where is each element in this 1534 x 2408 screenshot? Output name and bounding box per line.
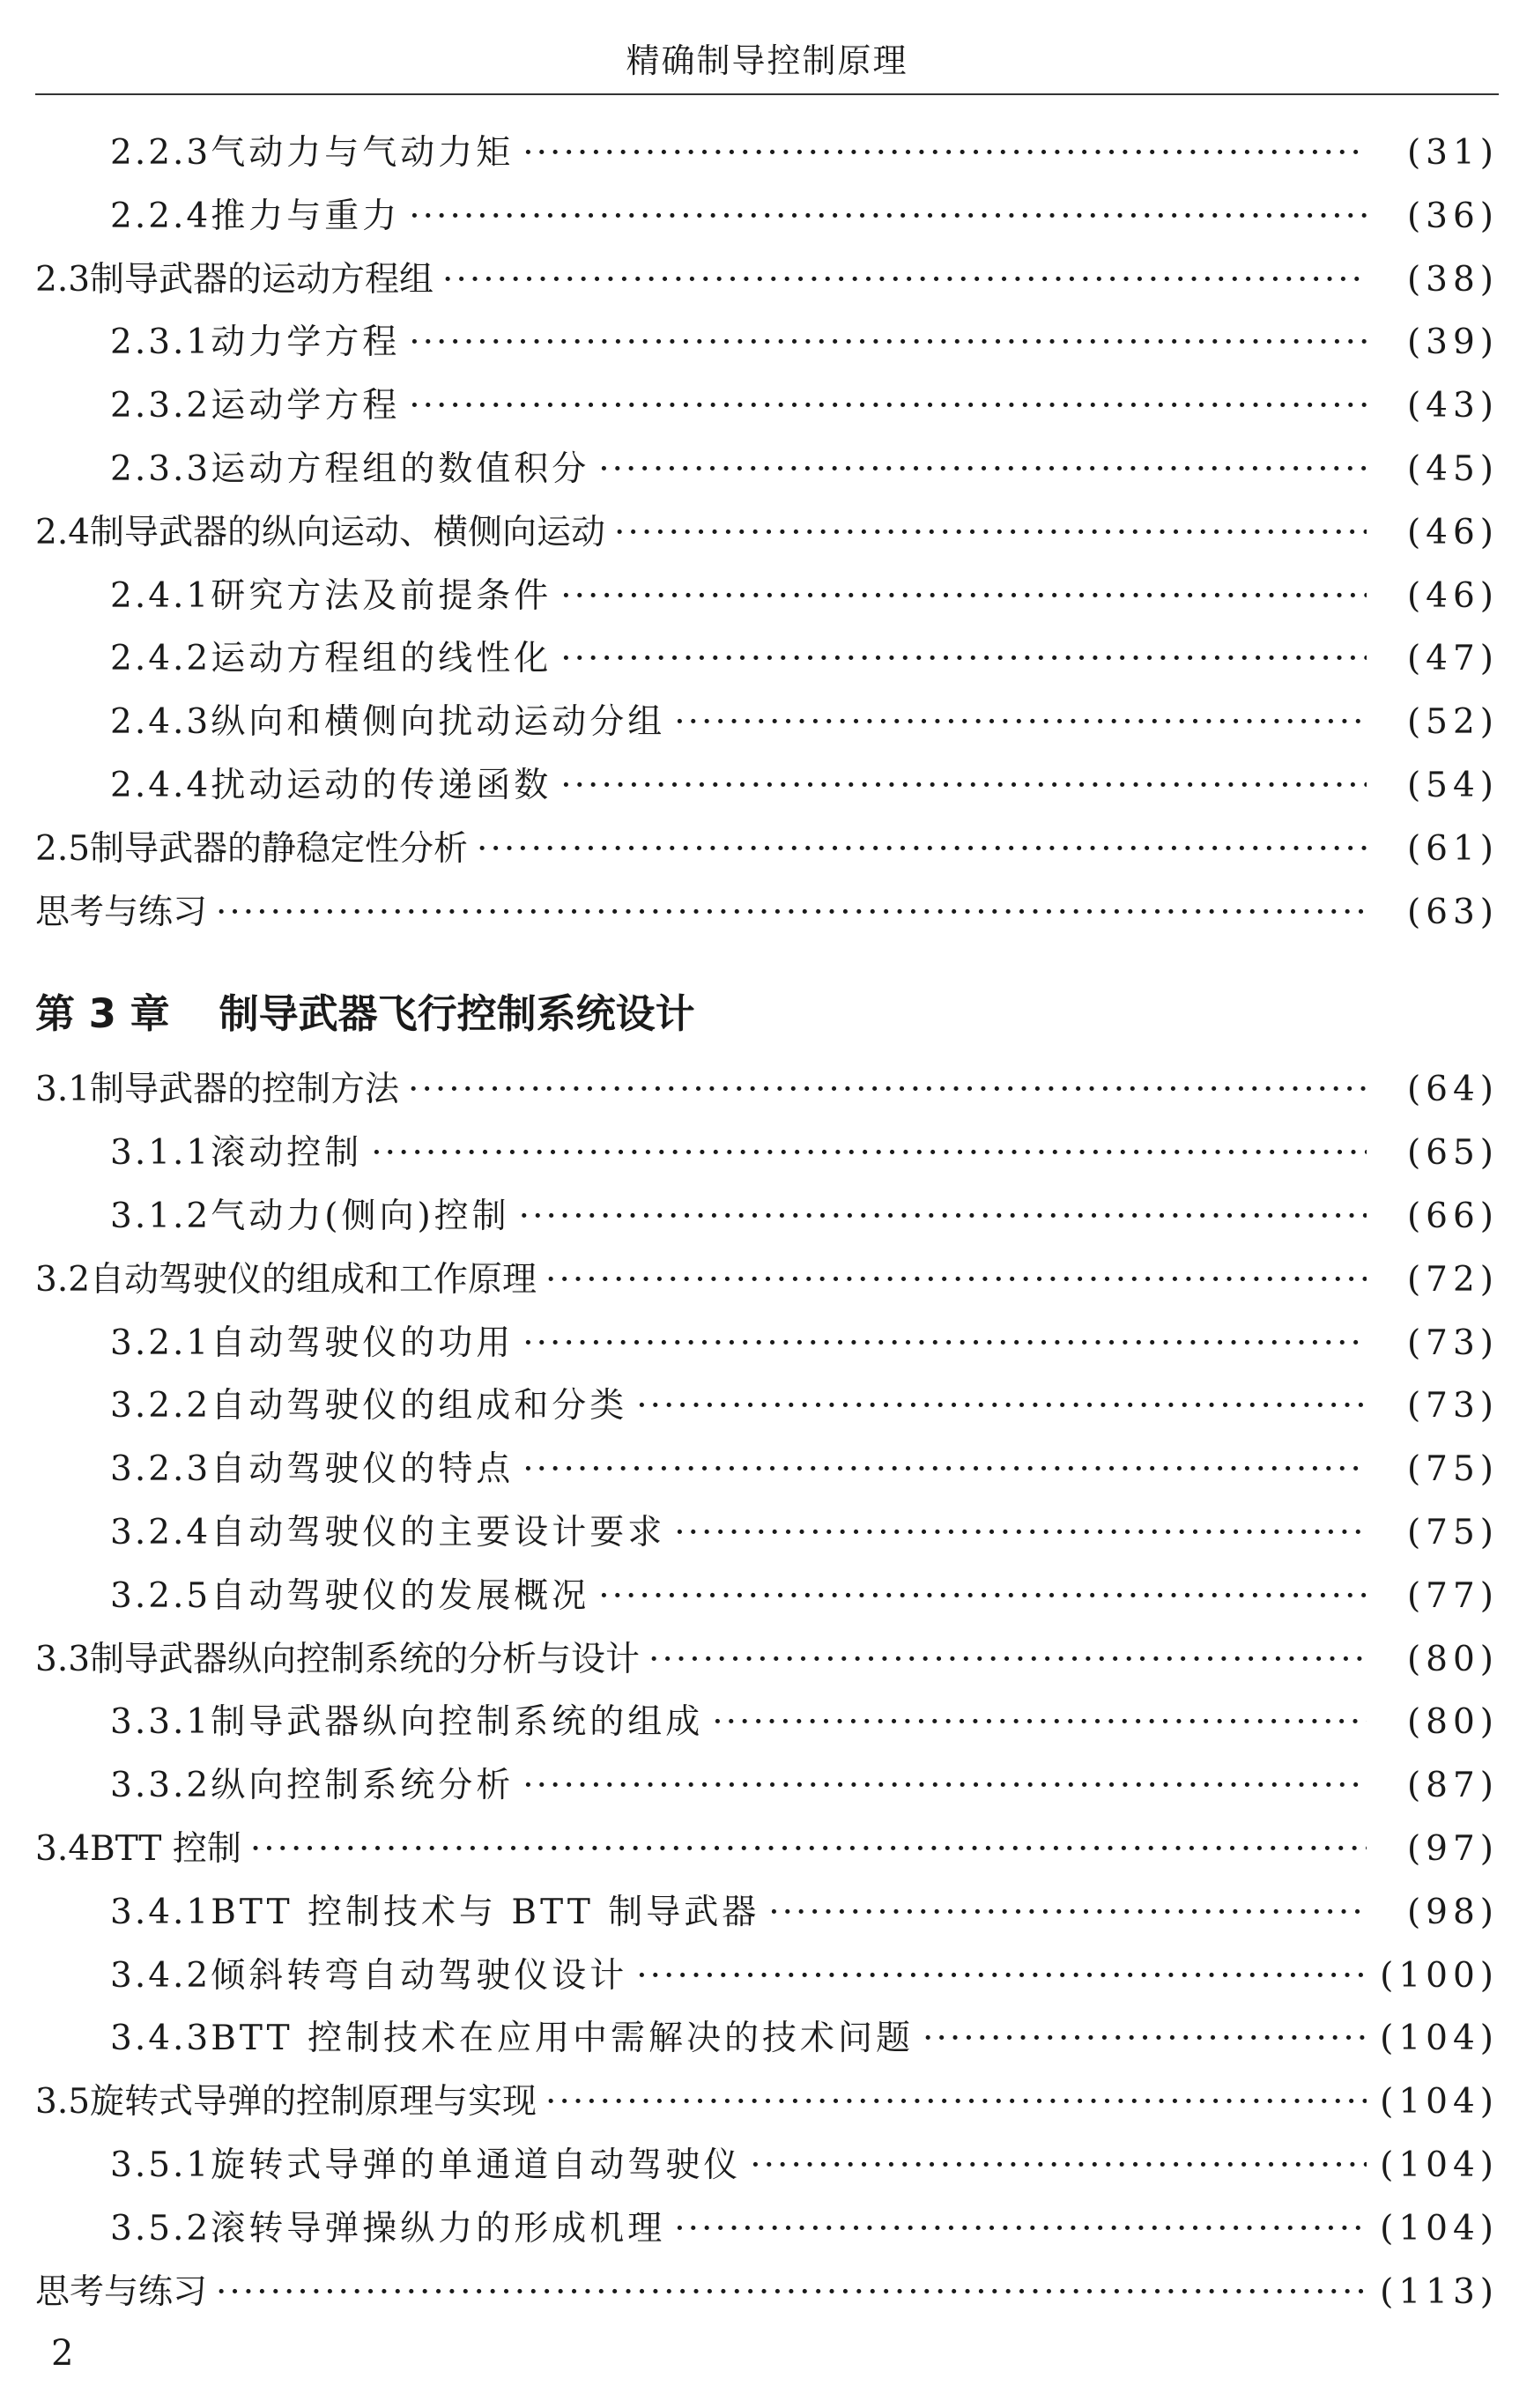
toc-entry-number: 2.3 [35, 259, 91, 300]
toc-entry-page: (31) [1406, 133, 1499, 173]
toc-leader-dots [674, 2197, 1367, 2261]
toc-entry-number: 2.2.3 [110, 133, 211, 173]
toc-entry-page: (66) [1406, 1196, 1499, 1236]
toc-entry[interactable] [35, 501, 1499, 565]
toc-leader-dots [371, 1122, 1367, 1185]
toc-entry-page: (45) [1406, 448, 1499, 489]
toc-entry-page: (98) [1406, 1892, 1499, 1932]
toc-entry-page: (104) [1380, 2019, 1499, 2059]
toc-entry-title: 制导武器纵向控制系统的组成 [211, 1702, 704, 1743]
toc-entry-page: (72) [1406, 1259, 1499, 1300]
toc-entry[interactable] [35, 1248, 1499, 1312]
toc-leader-dots [923, 2007, 1367, 2071]
toc-entry[interactable] [35, 754, 1499, 818]
toc-entry-title: 旋转式导弹的控制原理与实现 [90, 2082, 537, 2123]
toc-entry-title: 倾斜转弯自动驾驶仪设计 [211, 1955, 628, 1996]
toc-leader-dots [636, 1945, 1367, 2008]
toc-entry-title: 自动驾驶仪的主要设计要求 [211, 1512, 666, 1552]
toc-entry[interactable] [35, 2261, 1499, 2324]
toc-entry-title: 研究方法及前提条件 [211, 575, 552, 616]
toc-entry-title: 推力与重力 [211, 196, 401, 236]
toc-entry-title: 自动驾驶仪的特点 [211, 1449, 515, 1490]
table-of-contents [35, 122, 1499, 2323]
toc-entry-page: (77) [1406, 1575, 1499, 1616]
page-number: 2 [51, 2333, 74, 2374]
toc-entry-number: 2.4 [35, 512, 91, 552]
toc-entry-number: 3.5.1 [110, 2145, 211, 2185]
toc-entry-page: (100) [1380, 1955, 1499, 1996]
toc-entry[interactable] [35, 1438, 1499, 1501]
toc-leader-dots [750, 2134, 1367, 2197]
toc-entry-number: 3.2 [35, 1259, 91, 1300]
toc-entry[interactable] [35, 1312, 1499, 1375]
toc-leader-dots [674, 1501, 1367, 1565]
toc-entry-title: 制导武器的运动方程组 [90, 259, 434, 300]
toc-entry-number: 2.4.1 [110, 575, 211, 616]
running-header: 精确制导控制原理 [626, 41, 908, 80]
toc-entry[interactable] [35, 1754, 1499, 1818]
toc-leader-dots [560, 565, 1367, 628]
toc-entry-number: 3.1 [35, 1070, 91, 1110]
toc-leader-dots [712, 1691, 1367, 1754]
toc-entry-title: 运动学方程 [211, 386, 401, 426]
toc-entry[interactable] [35, 627, 1499, 691]
toc-entry-title: 思考与练习 [35, 2271, 208, 2312]
toc-entry-title: 旋转式导弹的单通道自动驾驶仪 [211, 2145, 742, 2185]
toc-entry-number: 3.4.3 [110, 2019, 211, 2059]
header-divider [35, 93, 1499, 95]
toc-entry-title: BTT 控制技术在应用中需解决的技术问题 [211, 2019, 915, 2059]
toc-leader-dots [409, 311, 1367, 374]
toc-leader-dots [648, 1628, 1367, 1692]
toc-entry-page: (39) [1406, 322, 1499, 363]
toc-leader-dots [636, 1374, 1367, 1438]
toc-leader-dots [598, 1565, 1367, 1628]
toc-entry-number: 2.3.3 [110, 448, 211, 489]
toc-entry[interactable] [35, 2071, 1499, 2134]
toc-leader-dots [250, 1818, 1367, 1881]
toc-leader-dots [522, 1438, 1367, 1501]
toc-entry[interactable] [35, 248, 1499, 312]
toc-entry-page: (87) [1406, 1766, 1499, 1806]
toc-entry[interactable] [35, 1818, 1499, 1881]
toc-entry-page: (75) [1406, 1449, 1499, 1490]
toc-entry-title: 气动力(侧向)控制 [211, 1196, 510, 1236]
toc-entry-page: (52) [1406, 702, 1499, 743]
toc-section-chapter-3 [35, 1058, 1499, 2323]
toc-entry[interactable] [35, 1122, 1499, 1185]
toc-entry-number: 3.4 [35, 1828, 91, 1869]
toc-entry[interactable] [35, 2134, 1499, 2197]
toc-leader-dots [522, 1312, 1367, 1375]
toc-entry-title: 气动力与气动力矩 [211, 133, 515, 173]
toc-leader-dots [614, 501, 1367, 565]
toc-section-chapter-2 [35, 122, 1499, 944]
toc-entry[interactable] [35, 1881, 1499, 1945]
toc-entry-title: 扰动运动的传递函数 [211, 765, 552, 805]
toc-entry-number: 3.3.1 [110, 1702, 211, 1743]
toc-entry-page: (73) [1406, 1386, 1499, 1426]
toc-entry-title: BTT 控制 [90, 1828, 241, 1869]
toc-leader-dots [409, 185, 1367, 248]
toc-entry-number: 2.5 [35, 828, 91, 869]
toc-entry-page: (104) [1380, 2208, 1499, 2249]
toc-leader-dots [598, 438, 1367, 501]
toc-entry-number: 3.2.2 [110, 1386, 211, 1426]
toc-entry[interactable] [35, 1058, 1499, 1122]
toc-entry[interactable] [35, 374, 1499, 438]
toc-entry[interactable] [35, 1374, 1499, 1438]
toc-entry-title: 动力学方程 [211, 322, 401, 363]
toc-entry-number: 3.3 [35, 1639, 91, 1679]
toc-entry-page: (46) [1406, 512, 1499, 552]
toc-entry[interactable] [35, 122, 1499, 185]
toc-leader-dots [674, 691, 1367, 754]
toc-entry[interactable] [35, 2007, 1499, 2071]
toc-entry-number: 3.2.5 [110, 1575, 211, 1616]
toc-entry-title: 运动方程组的线性化 [211, 639, 552, 679]
toc-entry[interactable] [35, 185, 1499, 248]
toc-entry-number: 3.3.2 [110, 1766, 211, 1806]
chapter-heading [35, 944, 1499, 1058]
toc-entry-page: (104) [1380, 2145, 1499, 2185]
chapter-number: 第 3 章 [35, 989, 170, 1037]
toc-entry-number: 3.4.2 [110, 1955, 211, 1996]
toc-leader-dots [545, 1248, 1367, 1312]
toc-entry-number: 3.1.2 [110, 1196, 211, 1236]
toc-entry-title: 纵向和横侧向扰动运动分组 [211, 702, 666, 743]
toc-entry[interactable] [35, 311, 1499, 374]
toc-entry[interactable] [35, 565, 1499, 628]
toc-entry-title: 滚转导弹操纵力的形成机理 [211, 2208, 666, 2249]
toc-entry[interactable] [35, 881, 1499, 945]
toc-leader-dots [477, 818, 1367, 881]
toc-entry[interactable] [35, 2197, 1499, 2261]
toc-entry[interactable] [35, 438, 1499, 501]
toc-entry-title: 制导武器的控制方法 [90, 1070, 400, 1110]
toc-entry-number: 2.4.2 [110, 639, 211, 679]
toc-entry[interactable] [35, 1628, 1499, 1692]
toc-entry-title: 自动驾驶仪的组成和工作原理 [90, 1259, 537, 1300]
toc-entry[interactable] [35, 1565, 1499, 1628]
toc-entry-page: (65) [1406, 1133, 1499, 1174]
toc-entry-page: (46) [1406, 575, 1499, 616]
toc-entry-title: BTT 控制技术与 BTT 制导武器 [211, 1892, 760, 1932]
toc-entry-page: (97) [1406, 1828, 1499, 1869]
toc-entry-page: (75) [1406, 1512, 1499, 1552]
toc-entry-title: 制导武器的纵向运动、横侧向运动 [90, 512, 606, 552]
toc-leader-dots [768, 1881, 1367, 1945]
toc-entry-number: 2.4.4 [110, 765, 211, 805]
toc-entry-title: 纵向控制系统分析 [211, 1766, 515, 1806]
toc-entry-number: 3.2.4 [110, 1512, 211, 1552]
toc-leader-dots [216, 881, 1367, 945]
toc-entry[interactable] [35, 691, 1499, 754]
toc-leader-dots [519, 1185, 1367, 1248]
toc-entry-page: (113) [1380, 2271, 1499, 2312]
toc-leader-dots [522, 1754, 1367, 1818]
toc-entry-title: 自动驾驶仪的功用 [211, 1323, 515, 1363]
toc-entry-number: 2.2.4 [110, 196, 211, 236]
toc-entry-number: 2.4.3 [110, 702, 211, 743]
toc-entry-page: (61) [1406, 828, 1499, 869]
toc-leader-dots [442, 248, 1367, 312]
toc-entry-page: (64) [1406, 1070, 1499, 1110]
toc-leader-dots [409, 374, 1367, 438]
toc-entry-page: (73) [1406, 1323, 1499, 1363]
toc-entry-title: 制导武器的静稳定性分析 [90, 828, 469, 869]
toc-entry-title: 自动驾驶仪的发展概况 [211, 1575, 590, 1616]
toc-leader-dots [545, 2071, 1367, 2134]
toc-entry-title: 思考与练习 [35, 892, 208, 932]
toc-entry[interactable] [35, 1691, 1499, 1754]
toc-entry[interactable] [35, 1945, 1499, 2008]
toc-entry-page: (63) [1406, 892, 1499, 932]
toc-entry[interactable] [35, 1501, 1499, 1565]
toc-entry-title: 运动方程组的数值积分 [211, 448, 590, 489]
toc-entry-page: (43) [1406, 386, 1499, 426]
toc-entry-number: 3.1.1 [110, 1133, 211, 1174]
toc-entry-title: 滚动控制 [211, 1133, 363, 1174]
toc-entry-title: 制导武器纵向控制系统的分析与设计 [90, 1639, 641, 1679]
toc-leader-dots [522, 122, 1367, 185]
toc-entry-page: (47) [1406, 639, 1499, 679]
toc-entry-page: (80) [1406, 1639, 1499, 1679]
toc-entry-number: 3.5 [35, 2082, 91, 2123]
toc-entry-number: 3.4.1 [110, 1892, 211, 1932]
toc-leader-dots [408, 1058, 1367, 1122]
chapter-title: 制导武器飞行控制系统设计 [219, 989, 695, 1037]
toc-leader-dots [560, 627, 1367, 691]
toc-entry[interactable] [35, 818, 1499, 881]
toc-entry[interactable] [35, 1185, 1499, 1248]
toc-entry-page: (54) [1406, 765, 1499, 805]
toc-entry-page: (38) [1406, 259, 1499, 300]
toc-entry-page: (80) [1406, 1702, 1499, 1743]
toc-entry-number: 3.2.3 [110, 1449, 211, 1490]
toc-entry-title: 自动驾驶仪的组成和分类 [211, 1386, 628, 1426]
toc-entry-page: (36) [1406, 196, 1499, 236]
toc-leader-dots [216, 2261, 1367, 2324]
toc-entry-number: 3.5.2 [110, 2208, 211, 2249]
toc-entry-number: 2.3.1 [110, 322, 211, 363]
toc-leader-dots [560, 754, 1367, 818]
toc-entry-page: (104) [1380, 2082, 1499, 2123]
toc-entry-number: 2.3.2 [110, 386, 211, 426]
toc-entry-number: 3.2.1 [110, 1323, 211, 1363]
